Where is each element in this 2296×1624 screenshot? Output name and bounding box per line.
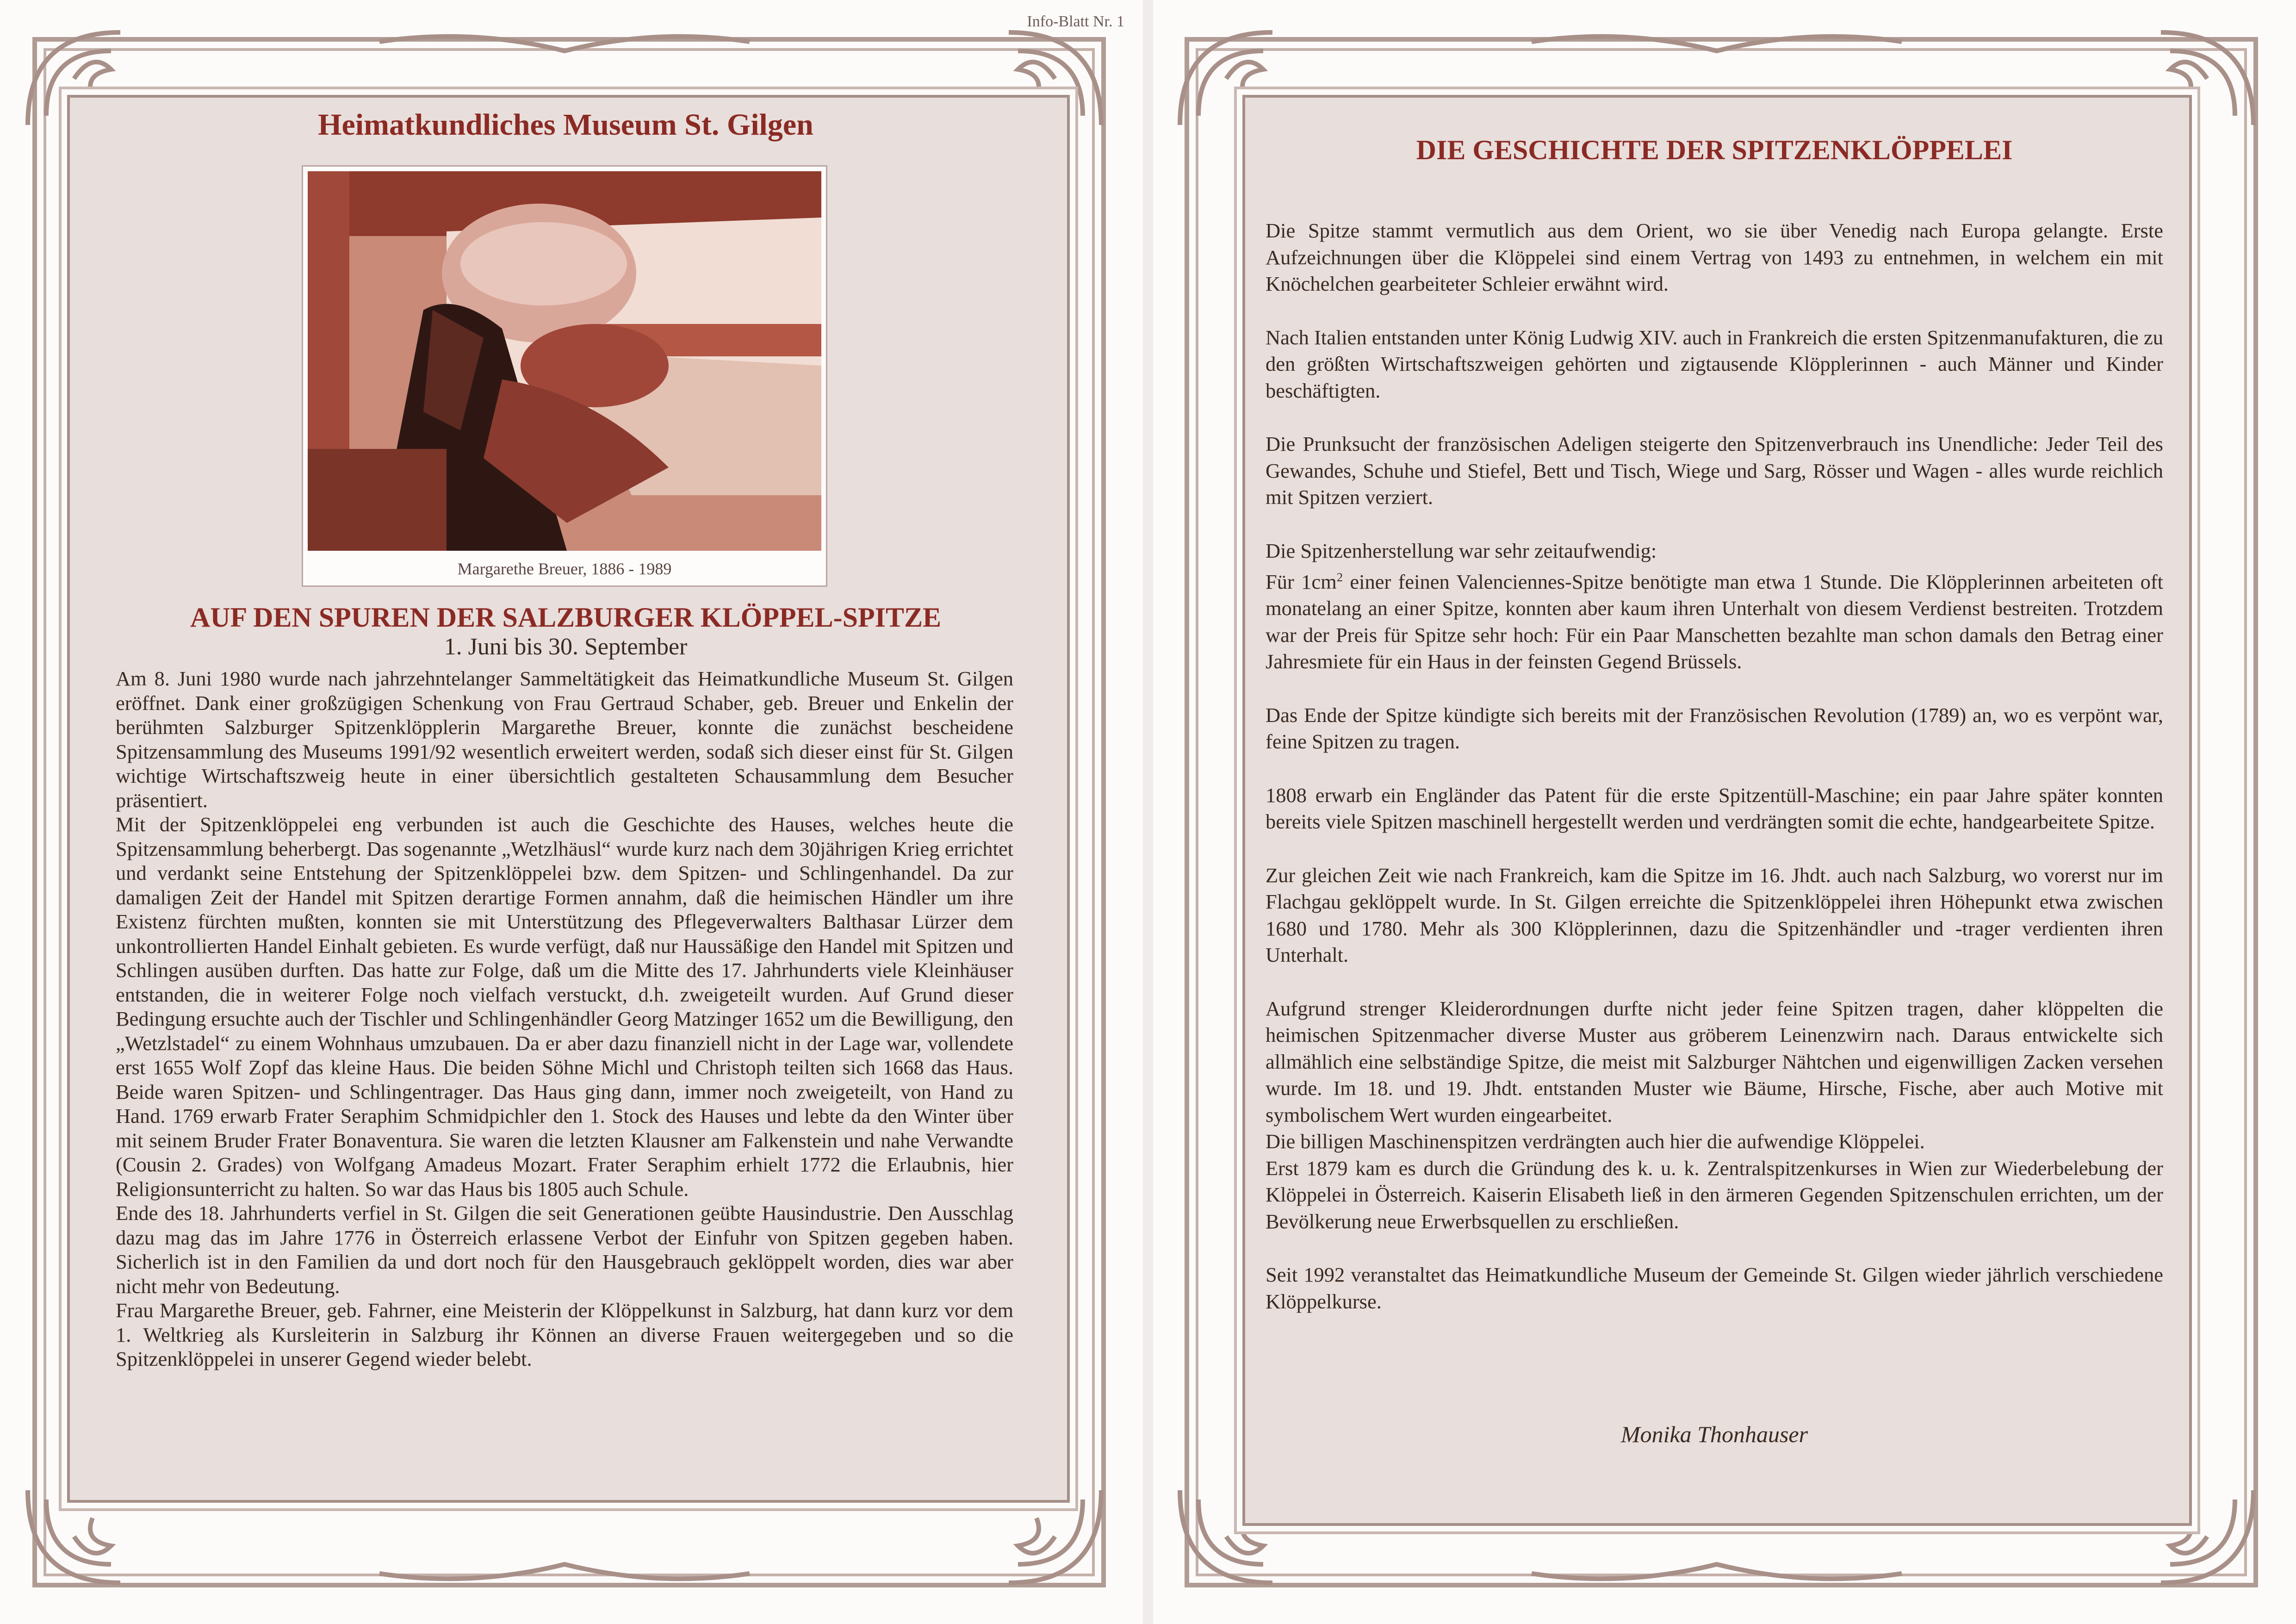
left-paragraph: Ende des 18. Jahrhunderts verfiel in St. Gilgen die seit Generationen geübte Hausindustrie. Den Ausschlag dazu mag das im Jahre 1776 in Österreich erlassene Verbot der Einfuhr von Spitzen gegeben haben. Sicherlich ist in den Familien da und dort noch für den Hausgebrauch geklöppelt worden, dies war aber nicht mehr von Bedeutung. [116,1201,1013,1298]
exhibit-title: AUF DEN SPUREN DER SALZBURGER KLÖPPEL-SPITZE [190,602,942,633]
portrait-photo [308,171,821,551]
page-fold [1143,0,1153,1624]
right-paragraph: Die billigen Maschinenspitzen verdrängten auch hier die aufwendige Klöppelei. [1266,1130,1925,1153]
text-run: Für 1cm [1266,570,1337,593]
right-paragraph: Die Spitzenherstellung war sehr zeitaufwendig: [1266,539,1657,562]
history-title: DIE GESCHICHTE DER SPITZENKLÖPPELEI [1416,135,2013,165]
right-paragraph: Das Ende der Spitze kündigte sich bereits mit der Französischen Revolution (1789) an, wo es verpönt war, feine Spitzen zu tragen. [1266,703,2163,753]
flourish-icon [379,37,750,51]
author-signature: Monika Thonhauser [1620,1421,1808,1447]
left-paragraph: Am 8. Juni 1980 wurde nach jahrzehntelanger Sammeltätigkeit das Heimatkundliche Museum St. Gilgen eröffnet. Dank einer großzügigen Schenkung von Frau Gertraud Schaber, geb. Breuer und Enkelin der berühmten Salzburger Spitzenklöpplerin Margarethe Breuer, konnte die zunächst bescheidene Spitzensammlung des Museums 1991/92 wesentlich erweitert werden, sodaß sich dieser einst für St. Gilgen wichtige Wirtschaftszweig heute in einer übersichtlich gestalteten Schausammlung dem Besucher präsentiert. [116,667,1013,812]
right-paragraph [1266,564,2163,675]
right-paragraph: 1808 erwarb ein Engländer das Patent für die erste Spitzentüll-Maschine; ein paar Jahre später konnten bereits viele Spitzen maschinell hergestellt werden und verdrängten somit die echte, handgearbeitete Spitze. [1266,783,2163,834]
photo-caption: Margarethe Breuer, 1886 - 1989 [457,560,672,578]
right-body-text [1266,218,2163,1342]
right-paragraph: Erst 1879 kam es durch die Gründung des k. u. k. Zentralspitzenkurses in Wien zur Wiederbelebung der Klöppelei in Österreich. Kaiserin Elisabeth ließ in den ärmeren Gegenden Spitzenschulen errichten, um der Bevölkerung neue Erwerbsquellen zu erschließen. [1266,1156,2163,1233]
exhibit-dates: 1. Juni bis 30. September [444,634,688,660]
photo-frame [303,167,826,585]
page-label: Info-Blatt Nr. 1 [1027,13,1124,30]
left-paragraph: Frau Margarethe Breuer, geb. Fahrner, eine Meisterin der Klöppelkunst in Salzburg, hat dann kurz vor dem 1. Weltkrieg als Kursleiterin in Salzburg ihr Können an diverse Frauen weitergegeben und so die Spitzenklöppelei in unserer Gegend wieder belebt. [116,1299,1013,1370]
right-paragraph: Zur gleichen Zeit wie nach Frankreich, kam die Spitze im 16. Jhdt. auch nach Salzburg, wo vorerst nur im Flachgau geklöppelt wurde. In St. Gilgen erreichte die Spitzenklöppelei ihren Höhepunkt etwa zwischen 1680 und 1780. Mehr als 300 Klöpplerinnen, dazu die Spitzenhändler und -trager verdienten ihren Unterhalt. [1266,863,2163,967]
text-run: einer feinen Valenciennes-Spitze benötigte man etwa 1 Stunde. Die Klöpplerinnen arbeiteten oft monatelang an einer Spitze, konnten aber kaum ihren Unterhalt von diesem Verdienst bestreiten. Trotzdem war der Preis für Spitze sehr hoch: Für ein Paar Manschetten bezahlte man schon damals den Betrag einer Jahresmiete für ein Haus in der feinsten Gegend Brüssels. [1266,570,2164,673]
museum-title: Heimatkundliches Museum St. Gilgen [318,108,813,142]
left-paragraph: Mit der Spitzenklöppelei eng verbunden ist auch die Geschichte des Hauses, welches heute die Spitzensammlung beherbergt. Das sogenannte „Wetzlhäusl“ wurde kurz nach dem 30jährigen Krieg errichtet und verdankt seine Entstehung der Spitzenklöppelei bzw. dem Spitzen- und Schlingenhandel. Da zur damaligen Zeit der Handel mit Spitzen derartige Formen annahm, daß die heimischen Händler um ihre Existenz fürchten mußten, konnten sie mit Unterstützung des Pflegeverwalters Balthasar Lürzer dem unkontrollierten Handel Einhalt gebieten. Es wurde verfügt, daß nur Haussäßige den Handel mit Spitzen und Schlingen ausüben durften. Das hatte zur Folge, daß um die Mitte des 17. Jahrhunderts viele Kleinhäuser entstanden, die in weiterer Folge noch vielfach verstuckt, d.h. zweigeteilt wurden. Auf Grund dieser Bedingung ersuchte auch der Tischler und Schlingenhändler Georg Matzinger 1652 um die Bewilligung, den „Wetzlstadel“ zu einem Wohnhaus umzubauen. Da er aber dazu finanziell nicht in der Lage war, vollendete erst 1655 Wolf Zopf das kleine Haus. Die beiden Söhne Michl und Christoph teilten sich 1668 das Haus. Beide waren Spitzen- und Schlingentrager. Das Haus ging dann, immer noch zweigeteilt, von Hand zu Hand. 1769 erwarb Frater Seraphim Schmidpichler den 1. Stock des Hauses und lebte da den Winter über mit seinem Bruder Frater Bonaventura. Sie waren die letzten Klausner am Falkenstein und nahe Verwandte (Cousin 2. Grades) von Wolfgang Amadeus Mozart. Frater Seraphim erhielt 1772 die Erlaubnis, hier Religionsunterricht zu halten. So war das Haus bis 1805 auch Schule. [116,813,1013,1201]
superscript: 2 [1336,570,1343,584]
flourish-icon [1532,37,1902,51]
right-paragraph: Nach Italien entstanden unter König Ludwig XIV. auch in Frankreich die ersten Spitzenmanufakturen, die zu den größten Wirtschaftszweigen gehörten und zigtausende Klöpplerinnen - auch Männer und Kinder beschäftigten. [1266,325,2163,402]
right-paragraph: Aufgrund strenger Kleiderordnungen durfte nicht jeder feine Spitzen tragen, daher klöppelten die heimischen Spitzenmacher diverse Muster aus gröberem Leinenzwirn nach. Daraus entwickelte sich allmählich eine selbständige Spitze, die meist mit Salzburger Nähtchen und eigenwilligen Zacken versehen wurde. Im 18. und 19. Jhdt. entstanden Muster wie Bäume, Hirsche, Fische, aber auch Motive mit symbolischem Wert wurden eingearbeitet. [1266,996,2163,1126]
right-paragraph: Seit 1992 veranstaltet das Heimatkundliche Museum der Gemeinde St. Gilgen wieder jährlich verschiedene Klöppelkurse. [1266,1263,2163,1313]
right-paragraph: Die Spitze stammt vermutlich aus dem Orient, wo sie über Venedig nach Europa gelangte. Erste Aufzeichnungen über die Klöppelei sind einem Vertrag von 1493 zu entnehmen, in welchem ein mit Knöchelchen gearbeiteter Schleier erwähnt wird. [1266,219,2163,295]
left-body-text [116,666,1013,1371]
right-paragraph: Die Prunksucht der französischen Adeligen steigerte den Spitzenverbrauch ins Unendliche: Jeder Teil des Gewandes, Schuhe und Stiefel, Bett und Tisch, Wiege und Sarg, Rösser und Wagen - alles wurde reichlich mit Spitzen verziert. [1266,432,2163,509]
